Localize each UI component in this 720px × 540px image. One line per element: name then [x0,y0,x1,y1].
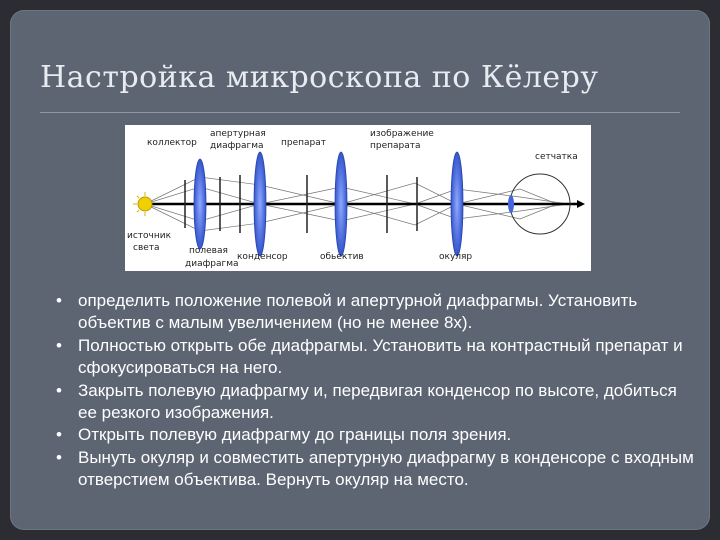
label-retina: сетчатка [535,152,578,162]
label-source-2: света [133,243,160,253]
label-eyepiece: окуляр [439,252,473,262]
step-text: Закрыть полевую диафрагму и, передвигая конденсор по высоте, добиться ее резкого изображения. [78,380,677,423]
label-source-1: источник [127,231,172,241]
axis-arrow-icon [577,200,585,208]
step-text: Полностью открыть обе диафрагмы. Установить на контрастный препарат и сфокусироваться на него. [78,335,683,378]
collector-lens [194,159,206,249]
step-item [56,447,696,492]
kohler-diagram-svg [125,125,591,271]
label-condenser: конденсор [237,252,288,262]
label-specimen: препарат [281,138,327,148]
label-field-2: диафрагма [185,259,239,269]
objective-lens [335,152,347,256]
light-source-icon [138,197,152,211]
label-collector: коллектор [147,138,197,148]
step-text: определить положение полевой и апертурной диафрагмы. Установить объектив с малым увеличением (но не менее 8х). [78,291,638,333]
label-objective: обьектив [320,252,364,262]
bullet-icon: • [56,447,62,467]
label-image-1: изображение [370,129,434,139]
step-item [56,380,696,425]
label-aperture-1: апертурная [210,129,266,139]
step-item [56,335,696,380]
eye-lens-icon [508,195,514,213]
step-item [56,424,696,446]
slide-title: Настройка микроскопа по Кёлеру [40,60,599,95]
step-item [56,290,696,335]
bullet-icon: • [56,291,62,310]
label-aperture-2: диафрагма [210,141,264,151]
steps-list [56,290,696,492]
bullet-icon: • [56,335,62,355]
kohler-diagram [125,125,591,271]
bullet-icon: • [56,380,62,400]
bullet-icon: • [56,425,62,445]
condenser-lens [254,152,266,256]
label-field-1: полевая [189,246,228,256]
step-text: Вынуть окуляр и совместить апертурную диафрагму в конденсоре с входным отверстием объектива. Вернуть окуляр на место. [78,447,694,490]
label-image-2: препарата [370,141,421,151]
step-text: Открыть полевую диафрагму до границы поля зрения. [78,425,512,445]
eyepiece-lens [451,152,463,256]
title-divider [40,112,680,113]
